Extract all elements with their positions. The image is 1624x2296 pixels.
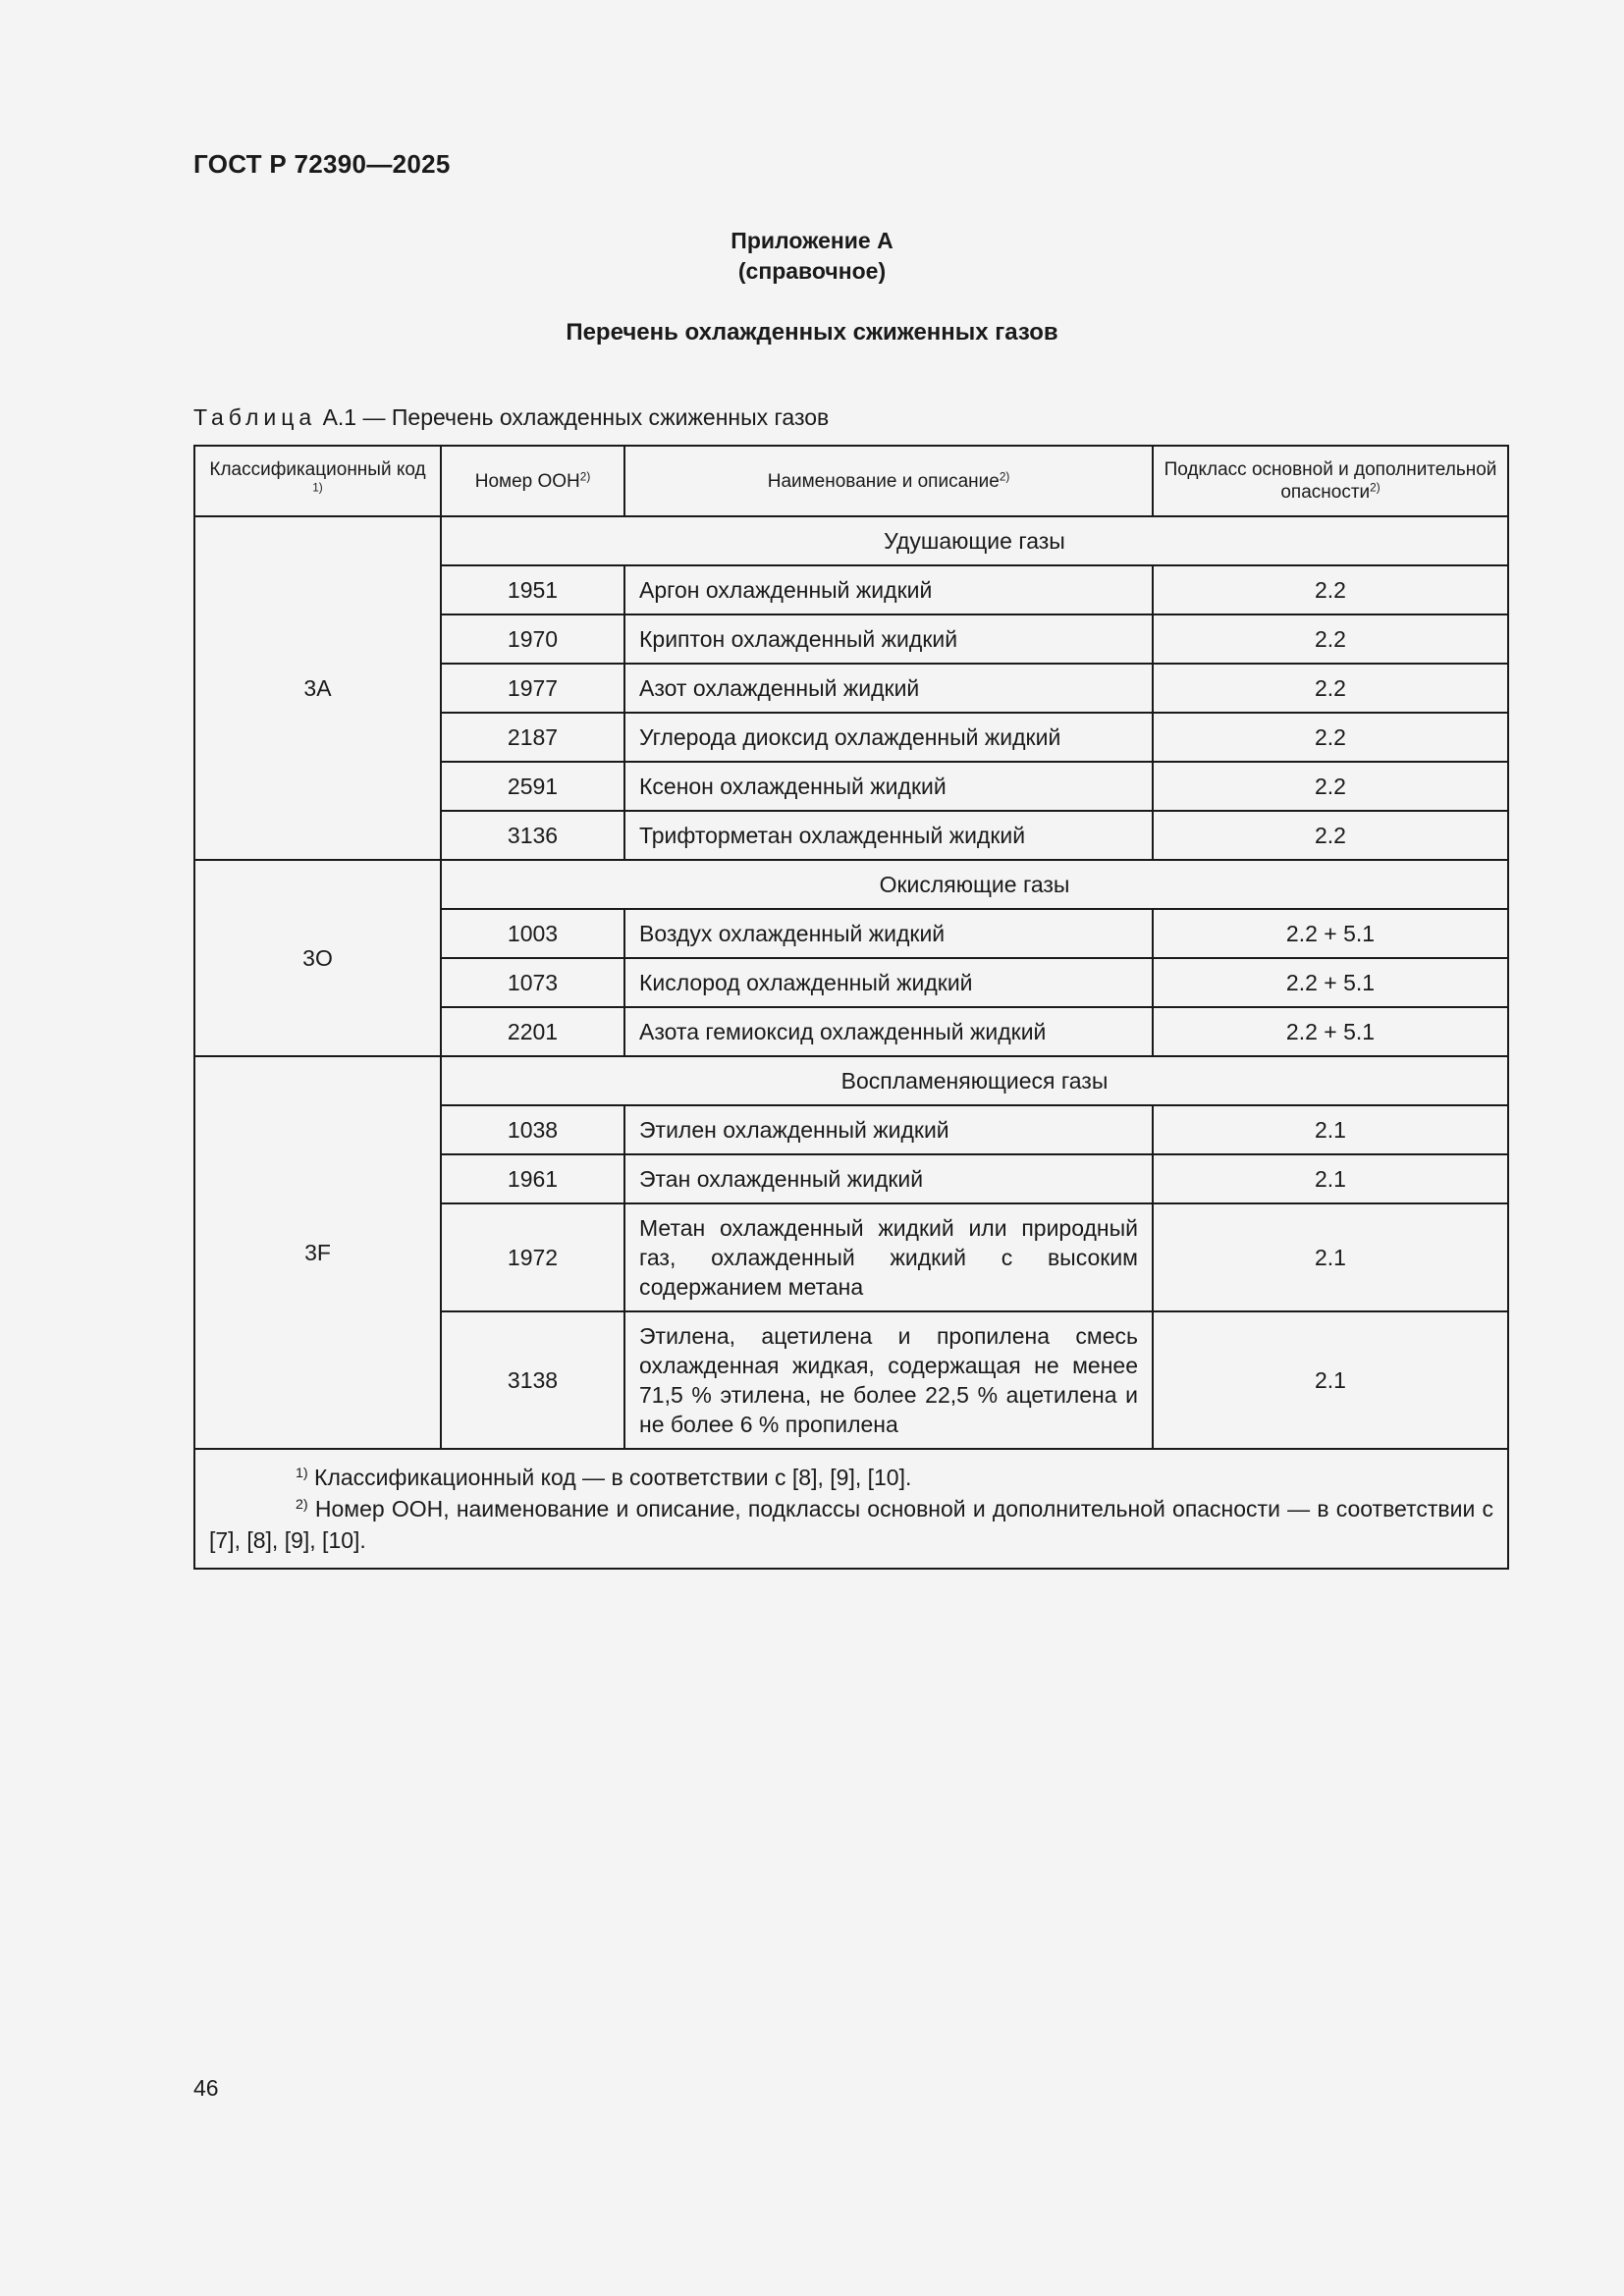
name-cell: Аргон охлажденный жидкий: [624, 565, 1153, 614]
un-number-cell: 1977: [441, 664, 624, 713]
hazard-cell: 2.2 + 5.1: [1153, 958, 1508, 1007]
name-cell: Азота гемиоксид охлажденный жидкий: [624, 1007, 1153, 1056]
group-title: Воспламеняющиеся газы: [441, 1056, 1508, 1105]
un-number-cell: 2187: [441, 713, 624, 762]
un-number-cell: 1972: [441, 1203, 624, 1311]
un-number-cell: 1073: [441, 958, 624, 1007]
hazard-cell: 2.1: [1153, 1203, 1508, 1311]
table-caption: [193, 404, 829, 431]
footnote-1-text: Классификационный код — в соответствии с [8], [9], [10].: [307, 1465, 912, 1490]
name-cell: Воздух охлажденный жидкий: [624, 909, 1153, 958]
table-caption-prefix: Таблица: [193, 404, 317, 430]
footnote-1-mark: 1): [296, 1466, 308, 1482]
un-number-cell: 1961: [441, 1154, 624, 1203]
appendix-label: [0, 226, 1624, 287]
group-code: 3A: [194, 516, 441, 860]
appendix-heading: Перечень охлажденных сжиженных газов: [566, 319, 1058, 346]
name-cell: Кислород охлажденный жидкий: [624, 958, 1153, 1007]
group-header-row: [194, 860, 1508, 909]
name-cell: Трифторметан охлажденный жидкий: [624, 811, 1153, 860]
footnotes-cell: [194, 1449, 1508, 1569]
table-caption-text: А.1 — Перечень охлажденных сжиженных газов: [316, 404, 830, 430]
footnote-1: [209, 1462, 1493, 1493]
name-cell: Ксенон охлажденный жидкий: [624, 762, 1153, 811]
name-cell: Азот охлажденный жидкий: [624, 664, 1153, 713]
header-code: Классификационный код $^{1)}$: [194, 446, 441, 516]
hazard-cell: 2.2 + 5.1: [1153, 909, 1508, 958]
hazard-cell: 2.1: [1153, 1154, 1508, 1203]
hazard-cell: 2.1: [1153, 1105, 1508, 1154]
un-number-cell: 3136: [441, 811, 624, 860]
group-title: Окисляющие газы: [441, 860, 1508, 909]
header-hazard-footnote-mark: 2): [1370, 481, 1380, 495]
footnote-2: [209, 1493, 1493, 1556]
header-name-footnote-mark: 2): [999, 470, 1010, 484]
name-cell: Этилен охлажденный жидкий: [624, 1105, 1153, 1154]
footnote-2-text: Номер ООН, наименование и описание, подклассы основной и дополнительной опасности — в соответствии с [7], [8], [9], [10].: [209, 1496, 1493, 1553]
document-code: ГОСТ Р 72390—2025: [193, 149, 451, 179]
group-header-row: [194, 516, 1508, 565]
hazard-cell: 2.2: [1153, 811, 1508, 860]
name-cell: Этан охлажденный жидкий: [624, 1154, 1153, 1203]
hazard-cell: 2.2: [1153, 762, 1508, 811]
name-cell: Криптон охлажденный жидкий: [624, 614, 1153, 664]
un-number-cell: 1003: [441, 909, 624, 958]
header-hazard: Подкласс основной и дополнительной опасности$^{2)}$: [1153, 446, 1508, 516]
appendix-title: Приложение А: [731, 228, 893, 253]
un-number-cell: 1951: [441, 565, 624, 614]
name-cell: Метан охлажденный жидкий или природный газ, охлажденный жидкий с высоким содержанием метана: [624, 1203, 1153, 1311]
page-number: 46: [193, 2075, 219, 2101]
hazard-cell: 2.2: [1153, 614, 1508, 664]
table-header-row: [194, 446, 1508, 516]
un-number-cell: 3138: [441, 1311, 624, 1449]
header-un-footnote-mark: 2): [579, 470, 591, 484]
un-number-cell: 2201: [441, 1007, 624, 1056]
name-cell: Этилена, ацетилена и пропилена смесь охлажденная жидкая, содержащая не менее 71,5 % этилена, не более 22,5 % ацетилена и не более 6 % пропилена: [624, 1311, 1153, 1449]
hazard-cell: 2.2: [1153, 565, 1508, 614]
footnote-2-mark: 2): [296, 1497, 308, 1514]
un-number-cell: 1038: [441, 1105, 624, 1154]
hazard-cell: 2.2 + 5.1: [1153, 1007, 1508, 1056]
un-number-cell: 1970: [441, 614, 624, 664]
header-code-footnote-mark: 1): [312, 481, 323, 495]
gases-table: [193, 445, 1509, 1570]
un-number-cell: 2591: [441, 762, 624, 811]
group-code: 3O: [194, 860, 441, 1056]
hazard-cell: 2.2: [1153, 713, 1508, 762]
group-title: Удушающие газы: [441, 516, 1508, 565]
hazard-cell: 2.1: [1153, 1311, 1508, 1449]
header-name: Наименование и описание$^{2)}$: [624, 446, 1153, 516]
appendix-note: (справочное): [737, 258, 887, 284]
group-header-row: [194, 1056, 1508, 1105]
footnotes-row: [194, 1449, 1508, 1569]
name-cell: Углерода диоксид охлажденный жидкий: [624, 713, 1153, 762]
hazard-cell: 2.2: [1153, 664, 1508, 713]
header-un-number: Номер ООН$^{2)}$: [441, 446, 624, 516]
group-code: 3F: [194, 1056, 441, 1449]
